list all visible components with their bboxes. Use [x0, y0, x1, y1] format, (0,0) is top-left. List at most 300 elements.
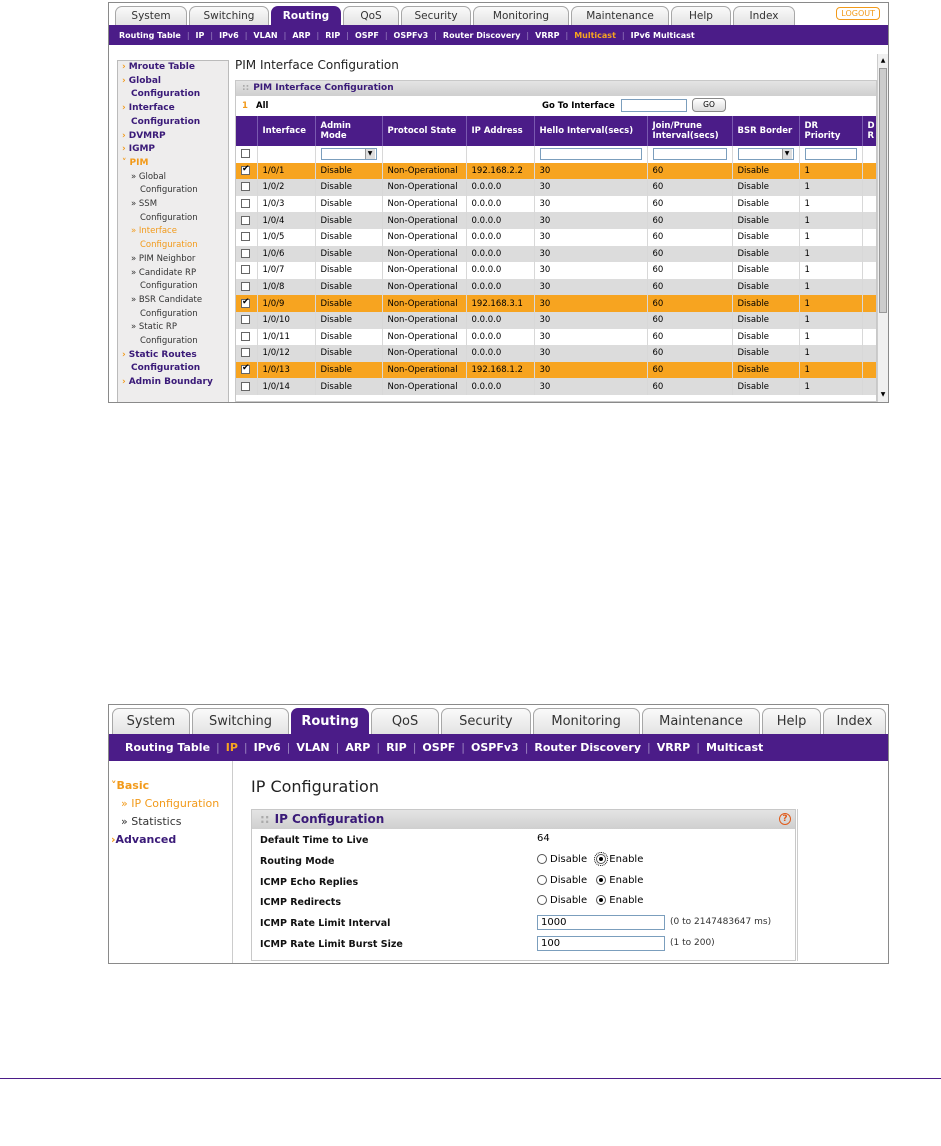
filter-input[interactable] — [653, 148, 727, 160]
tab-switching[interactable]: Switching — [189, 6, 269, 25]
main-tabbar — [109, 705, 888, 734]
cell-iface: 1/0/9 — [257, 295, 315, 312]
table-row[interactable] — [236, 362, 877, 379]
content-divider — [797, 809, 798, 961]
row-checkbox[interactable] — [241, 348, 250, 357]
icmp-echo-disable-radio[interactable] — [537, 875, 547, 885]
sidebar-item-mroute-table[interactable] — [118, 61, 228, 75]
cell-bsr: Disable — [732, 295, 799, 312]
sidebar-item-label: Configuration — [140, 185, 198, 196]
cell-proto: Non-Operational — [382, 378, 466, 395]
panel-title: PIM Interface Configuration — [253, 83, 394, 93]
subnav-separator: | — [376, 741, 381, 754]
select-all-checkbox[interactable] — [241, 149, 250, 158]
cell-dr: 1 — [799, 179, 862, 196]
subnav-separator: | — [524, 741, 529, 754]
sidebar-item-ip-configuration[interactable]: » IP Configuration — [121, 797, 220, 810]
cell-hello: 30 — [534, 329, 647, 346]
cell-iface: 1/0/1 — [257, 163, 315, 180]
tab-routing[interactable]: Routing — [271, 6, 341, 25]
enable-label: Enable — [609, 853, 644, 865]
table-row[interactable] — [236, 179, 877, 196]
cell-admin: Disable — [315, 229, 382, 246]
sidebar-item-configuration[interactable] — [118, 335, 228, 349]
row-checkbox[interactable] — [241, 332, 250, 341]
scroll-thumb[interactable] — [879, 68, 887, 313]
subnav-separator: | — [621, 30, 625, 40]
cell-iface: 1/0/12 — [257, 345, 315, 362]
cell-ip: 192.168.2.2 — [466, 163, 534, 180]
enable-label: Enable — [609, 874, 644, 886]
cell-bsr: Disable — [732, 262, 799, 279]
subnav-ipv6[interactable]: IPv6 — [219, 30, 239, 40]
disable-label: Disable — [550, 895, 588, 907]
cell-hello: 30 — [534, 246, 647, 263]
cell-admin: Disable — [315, 345, 382, 362]
sidebar-item-configuration[interactable] — [118, 212, 228, 226]
sidebar-item-configuration[interactable] — [118, 184, 228, 198]
column-header-protocol-state[interactable]: Protocol State — [382, 116, 466, 146]
cell-proto: Non-Operational — [382, 279, 466, 296]
column-header-interface[interactable]: Interface — [257, 116, 315, 146]
row-checkbox[interactable] — [241, 315, 250, 324]
panel-title: IP Configuration — [274, 812, 385, 826]
icmp-echo-row — [252, 871, 795, 892]
cell-proto: Non-Operational — [382, 163, 466, 180]
cell-admin: Disable — [315, 295, 382, 312]
page-number-link[interactable]: 1 — [242, 101, 248, 111]
cell-admin: Disable — [315, 279, 382, 296]
table-row[interactable] — [236, 329, 877, 346]
row-checkbox[interactable] — [241, 232, 250, 241]
cell-ip: 0.0.0.0 — [466, 279, 534, 296]
cell-truncated — [862, 179, 877, 196]
cell-bsr: Disable — [732, 378, 799, 395]
cell-hello: 30 — [534, 279, 647, 296]
subnav-ip[interactable]: IP — [195, 30, 205, 40]
vertical-scrollbar[interactable] — [877, 54, 888, 402]
subnav-separator: | — [696, 741, 700, 754]
sidebar-item-configuration[interactable] — [118, 88, 228, 102]
cell-join: 60 — [647, 362, 732, 379]
cell-join: 60 — [647, 212, 732, 229]
subnav-separator: | — [283, 30, 287, 40]
icmp-redirects-disable-radio[interactable] — [537, 895, 547, 905]
filter-select[interactable] — [738, 148, 794, 160]
column-header-join-prune-interval-secs[interactable]: Join/Prune Interval(secs) — [647, 116, 732, 146]
row-checkbox[interactable] — [241, 216, 250, 225]
sidebar-item-interface[interactable] — [118, 102, 228, 116]
goto-interface-label: Go To Interface — [542, 101, 615, 111]
cell-truncated — [862, 295, 877, 312]
burst-size-row — [252, 933, 795, 954]
chevron-down-icon: ˅ — [111, 779, 117, 792]
rate-interval-hint: (0 to 2147483647 ms) — [670, 917, 772, 928]
sidebar-item-ssm[interactable] — [118, 198, 228, 212]
sidebar-item-basic[interactable]: ˅Basic — [111, 779, 150, 792]
subnav-ipv6[interactable]: IPv6 — [253, 741, 281, 754]
cell-iface: 1/0/5 — [257, 229, 315, 246]
cell-bsr: Disable — [732, 179, 799, 196]
sidebar-item-pim[interactable] — [118, 157, 228, 171]
tab-routing[interactable]: Routing — [291, 708, 369, 734]
sidebar-item-admin-boundary[interactable] — [118, 376, 228, 390]
icmp-redirects-enable-radio[interactable] — [596, 895, 606, 905]
chevron-right-icon: › — [111, 833, 116, 846]
cell-truncated — [862, 163, 877, 180]
sidebar-item-global[interactable] — [118, 75, 228, 89]
cell-iface: 1/0/13 — [257, 362, 315, 379]
sidebar-item-pim-neighbor[interactable] — [118, 253, 228, 267]
subnav-routing-table[interactable]: Routing Table — [119, 30, 181, 40]
tab-help[interactable]: Help — [671, 6, 731, 25]
cell-join: 60 — [647, 345, 732, 362]
cell-bsr: Disable — [732, 345, 799, 362]
cell-dr: 1 — [799, 212, 862, 229]
sidebar-item-label: Interface — [128, 103, 175, 114]
cell-ip: 192.168.1.2 — [466, 362, 534, 379]
scroll-up-icon[interactable]: ▲ — [880, 57, 886, 64]
icmp-echo-enable-radio[interactable] — [596, 875, 606, 885]
subnav-rip[interactable]: RIP — [386, 741, 407, 754]
tab-qos[interactable]: QoS — [371, 708, 439, 734]
sidebar-item-bsr-candidate[interactable] — [118, 294, 228, 308]
go-button[interactable]: GO — [692, 98, 726, 112]
cell-proto: Non-Operational — [382, 212, 466, 229]
subnav-router-discovery[interactable]: Router Discovery — [442, 30, 521, 40]
sidebar-item-label: Configuration — [140, 212, 198, 223]
cell-truncated — [862, 378, 877, 395]
subnav-separator: | — [244, 30, 248, 40]
column-header-ip-address[interactable]: IP Address — [466, 116, 534, 146]
burst-size-input[interactable]: 100 — [537, 936, 665, 951]
cell-dr: 1 — [799, 229, 862, 246]
cell-hello: 30 — [534, 163, 647, 180]
cell-join: 60 — [647, 229, 732, 246]
tab-monitoring[interactable]: Monitoring — [473, 6, 569, 25]
cell-ip: 0.0.0.0 — [466, 312, 534, 329]
cell-dr: 1 — [799, 362, 862, 379]
sidebar-item-label: Admin Boundary — [128, 377, 213, 388]
routing-mode-disable-radio[interactable] — [537, 854, 547, 864]
subnav-ospfv3[interactable]: OSPFv3 — [393, 30, 429, 40]
sidebar-item-configuration[interactable] — [118, 362, 228, 376]
cell-proto: Non-Operational — [382, 312, 466, 329]
cell-proto: Non-Operational — [382, 229, 466, 246]
subnav-separator: | — [335, 741, 340, 754]
sidebar-item-label: » Interface — [131, 226, 177, 237]
routing-subnav — [109, 25, 888, 45]
table-row[interactable] — [236, 196, 877, 213]
cell-dr: 1 — [799, 295, 862, 312]
cell-dr: 1 — [799, 196, 862, 213]
tab-help[interactable]: Help — [762, 708, 820, 734]
panel-header: :: PIM Interface Configuration — [236, 81, 876, 96]
tab-monitoring[interactable]: Monitoring — [533, 708, 640, 734]
cell-dr: 1 — [799, 329, 862, 346]
sidebar-item-label: Static Routes — [128, 349, 197, 360]
cell-admin: Disable — [315, 179, 382, 196]
cell-bsr: Disable — [732, 229, 799, 246]
subnav-ospf[interactable]: OSPF — [422, 741, 456, 754]
sidebar-item-label: PIM — [129, 157, 149, 168]
subnav-vrrp[interactable]: VRRP — [656, 741, 691, 754]
column-header-dr-priority[interactable]: DR Priority — [799, 116, 862, 146]
cell-ip: 0.0.0.0 — [466, 378, 534, 395]
cell-hello: 30 — [534, 212, 647, 229]
enable-label: Enable — [609, 895, 644, 907]
sidebar-item-label: Configuration — [140, 336, 198, 347]
sidebar-item-configuration[interactable] — [118, 116, 228, 130]
sidebar-item-advanced[interactable]: ›Advanced — [111, 833, 177, 846]
sidebar-item-label: IGMP — [128, 144, 156, 155]
subnav-separator: | — [346, 30, 349, 40]
subnav-separator: | — [216, 741, 220, 754]
cell-iface: 1/0/4 — [257, 212, 315, 229]
sidebar-item-label: » Global — [131, 171, 167, 182]
pagination-row — [236, 96, 876, 116]
table-row[interactable] — [236, 229, 877, 246]
cell-hello: 30 — [534, 229, 647, 246]
cell-join: 60 — [647, 196, 732, 213]
tab-security[interactable]: Security — [441, 708, 531, 734]
cell-bsr: Disable — [732, 212, 799, 229]
tab-maintenance[interactable]: Maintenance — [571, 6, 669, 25]
rate-interval-input[interactable]: 1000 — [537, 915, 665, 930]
cell-hello: 30 — [534, 262, 647, 279]
subnav-router-discovery[interactable]: Router Discovery — [534, 741, 641, 754]
tab-security[interactable]: Security — [401, 6, 471, 25]
sidebar-item-configuration[interactable] — [118, 280, 228, 294]
cell-iface: 1/0/8 — [257, 279, 315, 296]
column-header-admin-mode[interactable]: Admin Mode — [315, 116, 382, 146]
tab-index[interactable]: Index — [733, 6, 795, 25]
subnav-separator: | — [461, 741, 465, 754]
subnav-rip[interactable]: RIP — [325, 30, 341, 40]
cell-join: 60 — [647, 295, 732, 312]
sidebar-item-label: » Static RP — [131, 322, 177, 333]
cell-iface: 1/0/7 — [257, 262, 315, 279]
page-footer-rule — [0, 1078, 941, 1079]
tab-maintenance[interactable]: Maintenance — [642, 708, 761, 734]
ip-configuration-screenshot — [108, 704, 889, 964]
cell-truncated — [862, 312, 877, 329]
show-all-link[interactable]: All — [256, 101, 269, 111]
subnav-arp[interactable]: ARP — [345, 741, 371, 754]
cell-truncated — [862, 279, 877, 296]
sidebar-item-configuration[interactable] — [118, 239, 228, 253]
cell-join: 60 — [647, 329, 732, 346]
sidebar-item-label: Global — [128, 75, 161, 86]
subnav-vlan[interactable]: VLAN — [296, 741, 330, 754]
tab-qos[interactable]: QoS — [343, 6, 399, 25]
help-icon[interactable]: ? — [779, 813, 791, 825]
subnav-ip[interactable]: IP — [225, 741, 238, 754]
burst-size-label: ICMP Rate Limit Burst Size — [260, 938, 403, 950]
cell-ip: 0.0.0.0 — [466, 179, 534, 196]
cell-admin: Disable — [315, 312, 382, 329]
row-checkbox[interactable] — [241, 182, 250, 191]
cell-admin: Disable — [315, 196, 382, 213]
cell-dr: 1 — [799, 345, 862, 362]
cell-truncated — [862, 345, 877, 362]
subnav-routing-table[interactable]: Routing Table — [125, 741, 211, 754]
cell-admin: Disable — [315, 329, 382, 346]
tab-system[interactable]: System — [115, 6, 187, 25]
subnav-ospfv3[interactable]: OSPFv3 — [471, 741, 519, 754]
subnav-ospf[interactable]: OSPF — [354, 30, 379, 40]
cell-hello: 30 — [534, 196, 647, 213]
cell-ip: 0.0.0.0 — [466, 262, 534, 279]
chevron-right-icon: › — [122, 75, 126, 86]
cell-proto: Non-Operational — [382, 179, 466, 196]
cell-iface: 1/0/2 — [257, 179, 315, 196]
sidebar-item-global[interactable] — [118, 171, 228, 185]
routing-mode-enable-radio[interactable] — [596, 854, 606, 864]
sidebar-divider — [232, 761, 233, 964]
cell-proto: Non-Operational — [382, 345, 466, 362]
sidebar-item-candidate-rp[interactable] — [118, 267, 228, 281]
sidebar-item-dvmrp[interactable] — [118, 130, 228, 144]
cell-proto: Non-Operational — [382, 246, 466, 263]
cell-hello: 30 — [534, 312, 647, 329]
table-row[interactable] — [236, 163, 877, 180]
table-row[interactable] — [236, 262, 877, 279]
cell-hello: 30 — [534, 179, 647, 196]
cell-admin: Disable — [315, 246, 382, 263]
cell-ip: 0.0.0.0 — [466, 196, 534, 213]
table-row[interactable] — [236, 212, 877, 229]
sidebar-item-label: Configuration — [140, 240, 198, 251]
row-checkbox[interactable] — [241, 299, 250, 308]
column-header-bsr-border[interactable]: BSR Border — [732, 116, 799, 146]
subnav-vrrp[interactable]: VRRP — [535, 30, 560, 40]
chevron-right-icon: › — [122, 349, 126, 360]
sidebar-item-label: Configuration — [140, 308, 198, 319]
cell-dr: 1 — [799, 279, 862, 296]
cell-ip: 0.0.0.0 — [466, 212, 534, 229]
filter-select[interactable] — [321, 148, 377, 160]
row-checkbox[interactable] — [241, 365, 250, 374]
subnav-separator: | — [384, 30, 388, 40]
routing-subnav — [109, 734, 888, 761]
subnav-separator: | — [286, 741, 291, 754]
cell-bsr: Disable — [732, 246, 799, 263]
subnav-separator: | — [526, 30, 530, 40]
goto-interface-input[interactable] — [621, 99, 687, 112]
cell-truncated — [862, 262, 877, 279]
cell-proto: Non-Operational — [382, 329, 466, 346]
cell-truncated — [862, 212, 877, 229]
cell-join: 60 — [647, 163, 732, 180]
table-row[interactable] — [236, 246, 877, 263]
sidebar-item-static-routes[interactable] — [118, 349, 228, 363]
table-row[interactable] — [236, 312, 877, 329]
filter-input[interactable] — [540, 148, 642, 160]
sidebar-item-interface[interactable] — [118, 225, 228, 239]
subnav-separator: | — [565, 30, 569, 40]
tab-switching[interactable]: Switching — [192, 708, 289, 734]
row-checkbox[interactable] — [241, 282, 250, 291]
table-row[interactable] — [236, 345, 877, 362]
column-header-hello-interval-secs[interactable]: Hello Interval(secs) — [534, 116, 647, 146]
sidebar-item-label: Configuration — [131, 363, 201, 374]
tab-system[interactable]: System — [112, 708, 190, 734]
cell-truncated — [862, 229, 877, 246]
cell-admin: Disable — [315, 378, 382, 395]
row-checkbox[interactable] — [241, 382, 250, 391]
pim-interface-panel — [235, 80, 877, 402]
cell-hello: 30 — [534, 378, 647, 395]
sidebar-item-label: Configuration — [131, 89, 201, 100]
sidebar-item-label: » SSM — [131, 199, 158, 210]
table-header-row — [236, 116, 877, 146]
sidebar-item-statistics[interactable]: » Statistics — [121, 815, 182, 828]
subnav-vlan[interactable]: VLAN — [253, 30, 278, 40]
panel-header: :: IP Configuration ? — [252, 810, 795, 829]
cell-dr: 1 — [799, 378, 862, 395]
sidebar-item-configuration[interactable] — [118, 308, 228, 322]
sidebar-item-igmp[interactable] — [118, 143, 228, 157]
cell-bsr: Disable — [732, 163, 799, 180]
sidebar-item-label: » BSR Candidate — [131, 294, 203, 305]
cell-iface: 1/0/11 — [257, 329, 315, 346]
select-column — [236, 116, 257, 146]
cell-iface: 1/0/6 — [257, 246, 315, 263]
cell-admin: Disable — [315, 262, 382, 279]
scroll-down-icon[interactable]: ▼ — [880, 391, 886, 398]
sidebar-item-label: DVMRP — [128, 130, 166, 141]
cell-hello: 30 — [534, 295, 647, 312]
rate-interval-label: ICMP Rate Limit Interval — [260, 918, 391, 930]
subnav-multicast[interactable]: Multicast — [574, 30, 616, 40]
row-checkbox[interactable] — [241, 166, 250, 175]
table-row[interactable] — [236, 279, 877, 296]
cell-ip: 0.0.0.0 — [466, 246, 534, 263]
cell-bsr: Disable — [732, 196, 799, 213]
ttl-label: Default Time to Live — [260, 835, 369, 846]
row-checkbox[interactable] — [241, 249, 250, 258]
pim-interface-table — [236, 116, 877, 395]
table-row[interactable] — [236, 378, 877, 395]
cell-join: 60 — [647, 279, 732, 296]
subnav-ipv6-multicast[interactable]: IPv6 Multicast — [630, 30, 695, 40]
subnav-separator: | — [186, 30, 190, 40]
cell-hello: 30 — [534, 345, 647, 362]
subnav-separator: | — [647, 741, 651, 754]
cell-bsr: Disable — [732, 279, 799, 296]
sidebar-item-static-rp[interactable] — [118, 321, 228, 335]
filter-input[interactable] — [805, 148, 857, 160]
chevron-down-icon: ˅ — [122, 157, 127, 168]
subnav-arp[interactable]: ARP — [292, 30, 311, 40]
cell-join: 60 — [647, 246, 732, 263]
subnav-multicast[interactable]: Multicast — [705, 741, 764, 754]
cell-join: 60 — [647, 312, 732, 329]
row-checkbox[interactable] — [241, 199, 250, 208]
table-row[interactable] — [236, 295, 877, 312]
cell-proto: Non-Operational — [382, 196, 466, 213]
cell-truncated — [862, 196, 877, 213]
cell-bsr: Disable — [732, 362, 799, 379]
column-header-d-r[interactable]: D R — [862, 116, 877, 146]
disable-label: Disable — [550, 874, 588, 886]
tab-index[interactable]: Index — [823, 708, 886, 734]
subnav-separator: | — [316, 30, 320, 40]
logout-button[interactable]: LOGOUT — [836, 7, 880, 20]
row-checkbox[interactable] — [241, 265, 250, 274]
sidebar-item-label: Configuration — [140, 281, 198, 292]
